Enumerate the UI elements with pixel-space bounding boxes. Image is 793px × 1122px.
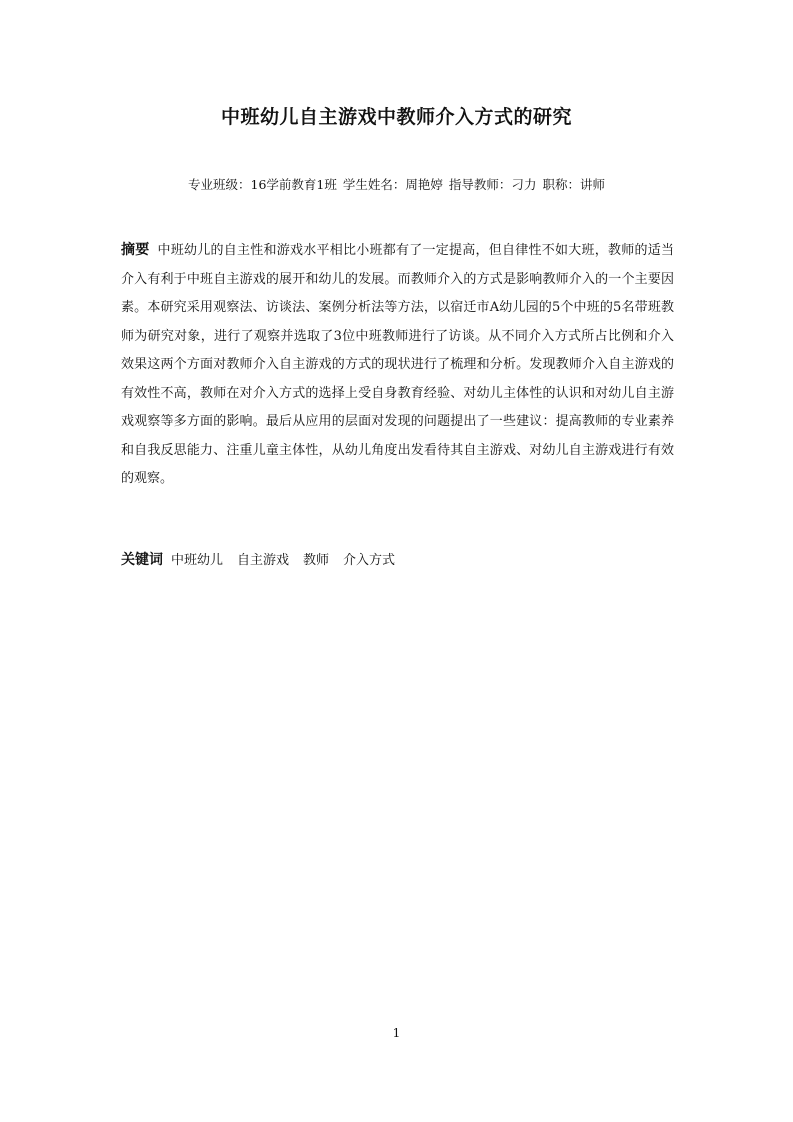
major-value: 16学前教育1班 xyxy=(250,177,337,192)
keyword-item: 自主游戏 xyxy=(237,553,290,568)
keyword-item: 教师 xyxy=(303,553,330,568)
advisor-label: 指导教师： xyxy=(448,177,512,192)
student-value: 周艳婷 xyxy=(405,177,443,192)
keyword-item: 介入方式 xyxy=(343,553,396,568)
author-info-line xyxy=(0,176,793,194)
abstract-label: 摘要 xyxy=(121,242,150,258)
major-label: 专业班级： xyxy=(188,177,251,192)
keyword-item: 中班幼儿 xyxy=(171,553,224,568)
page-number: 1 xyxy=(392,1026,401,1040)
abstract-section xyxy=(121,236,674,494)
rank-value: 讲师 xyxy=(579,177,605,192)
abstract-text: 中班幼儿的自主性和游戏水平相比小班都有了一定提高，但自律性不如大班，教师的适当介入有利于中班自主游戏的展开和幼儿的发展。而教师介入的方式是影响教师介入的一个主要因素。本研究采用观察法、访谈法、案例分析法等方法，以宿迁市A幼儿园的5个中班的5名带班教师为研究对象，进行了观察并选取了3位中班教师进行了访谈。从不同介入方式所占比例和介入效果这两个方面对教师介入自主游戏的方式的现状进行了梳理和分析。发现教师介入自主游戏的有效性不高，教师在对介入方式的选择上受自身教育经验、对幼儿主体性的认识和对幼儿自主游戏观察等多方面的影响。最后从应用的层面对发现的问题提出了一些建议：提高教师的专业素养和自我反思能力、注重儿童主体性，从幼儿角度出发看待其自主游戏、对幼儿自主游戏进行有效的观察。 xyxy=(121,243,674,486)
advisor-value: 刁力 xyxy=(511,177,537,192)
rank-label: 职称： xyxy=(542,177,580,192)
keywords-label: 关键词 xyxy=(121,552,163,568)
student-label: 学生姓名： xyxy=(342,177,406,192)
paper-title: 中班幼儿自主游戏中教师介入方式的研究 xyxy=(220,106,572,128)
keywords-section xyxy=(121,549,409,572)
